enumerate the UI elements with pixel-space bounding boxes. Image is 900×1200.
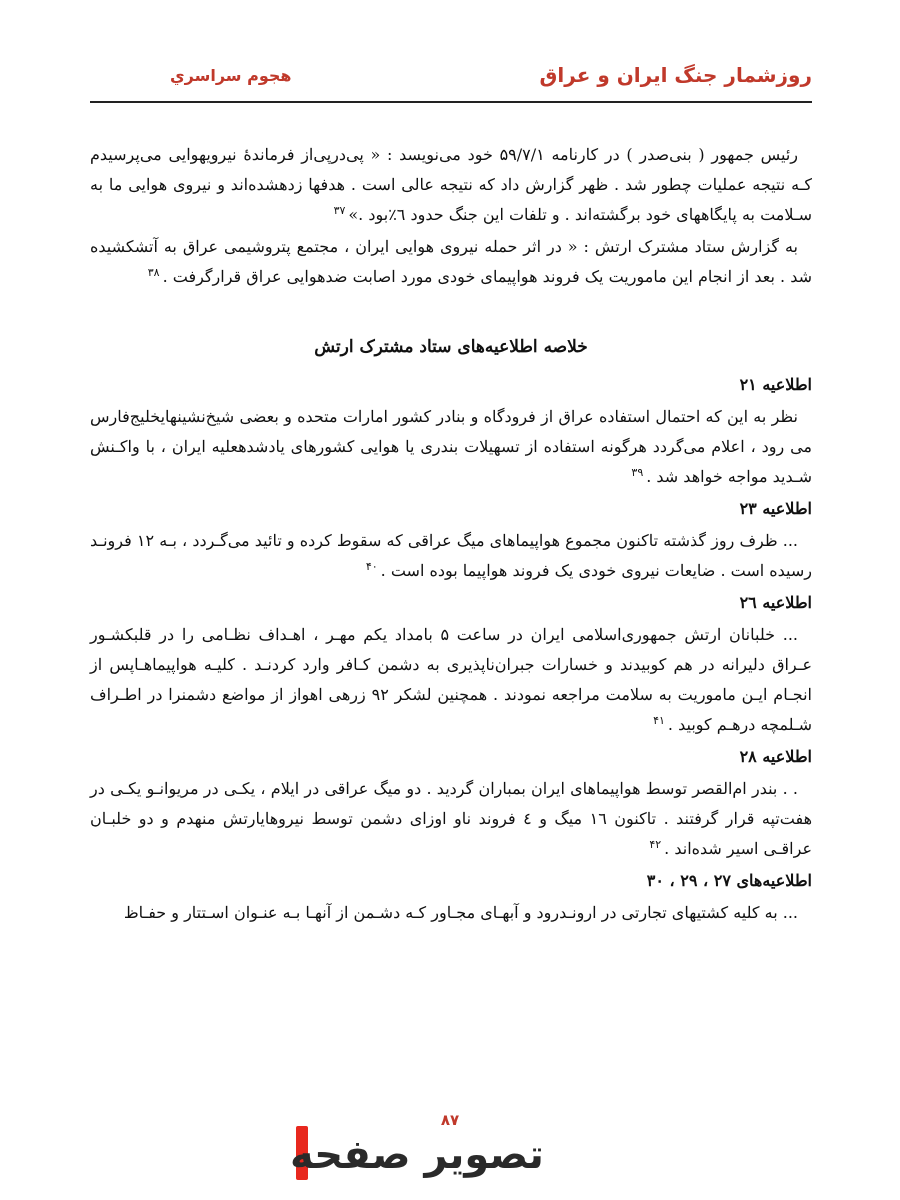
notice-title: اطلاعیه ۲۳ [739, 499, 812, 518]
paragraph-text: به گزارش ستاد مشترک ارتش : « در اثر حمله نیروی هوایی ایران ، مجتمع پتروشیمی عراق به آتشکشیده شد . بعد از انجام این ماموریت یک فروند هواپیمای خودی مورد اصابت ضدهوایی عراق قرارگرفت . [90, 237, 812, 286]
notice-text: ... ظرف روز گذشته تاکنون مجموع هواپیماهای میگ عراقی که سقوط کرده و تائید می‌گـردد ، بـه ۱۲ فرونـد رسیده است . ضایعات نیروی خودی یک فروند هواپیما بوده است . [90, 531, 812, 580]
footnote-marker: ۳۸ [147, 265, 160, 279]
paragraph-text: رئیس جمهور ( بنی‌صدر ) در کارنامه ۵۹/۷/۱ خود می‌نویسد : « پی‌درپی‌از فرماندهٔ نیرویهوایی می‌پرسیدم کـه نتیجه عملیات چطور شد . ظهر گزارش داد که نتیجه عالی است . هدفها زدهشده‌اند و نیروی هوایی ما به سـلامت به پایگاههای خود برگشته‌اند . و تلفات این جنگ حدود ٦٪بود .» [90, 145, 812, 224]
footnote-marker: ۴۲ [649, 837, 662, 851]
paragraph [90, 232, 812, 292]
summary-heading: خلاصه اطلاعیه‌های ستاد مشترک ارتش [314, 337, 588, 357]
running-header [90, 58, 812, 92]
notice-text: . . بندر ام‌القصر توسط هواپیماهای ایران بمباران گردید . دو میگ عراقی در ایلام ، یکـی در مریوانـو یکـی در هفت‌تپه قرار گرفتند . تاکنون ١٦ میگ و ٤ فروند ناو اوزای دشمن توسط نیروهایارتش منهدم و دو خلبـان عراقـی اسیر شده‌اند . [90, 779, 813, 858]
notice-paragraph [90, 774, 812, 864]
page-number: ۸۷ [440, 1111, 460, 1129]
footnote-marker: ۴۱ [653, 713, 665, 727]
notice-title: اطلاعیه‌های ۲۷ ، ۲۹ ، ۳۰ [646, 871, 812, 890]
section-title: هجوم سراسري [170, 65, 292, 85]
notice-paragraph [90, 898, 812, 928]
notice-text: نظر به این که احتمال استفاده عراق از فرودگاه و بنادر کشور امارات متحده و بعضی شیخ‌نشینهایخلیج‌فارس می رود ، اعلام می‌گردد هرگونه استفاده از تسهیلات بندری یا هوایی کشورهای یادشدهعلیه ایران ، با واکـنش شـدید مواجه خواهد شد . [90, 407, 812, 486]
notice-paragraph [90, 402, 812, 492]
footnote-marker: ۳۷ [333, 203, 346, 217]
footnote-marker: ۴۰ [365, 559, 378, 573]
paragraph [90, 140, 812, 230]
notice-title: اطلاعیه ۲۸ [739, 747, 812, 766]
notice-paragraph [90, 620, 812, 740]
notice-text: ... خلبانان ارتش جمهوری‌اسلامی ایران در ساعت ۵ بامداد یکم مهـر ، اهـداف نظـامی را در قلبکشـور عـراق دلیرانه در هم کوبیدند و خسارات جبران‌ناپذیری به دشمن کـافر وارد کردنـد . کلیـه هواپیماهـاپس از انجـام ایـن ماموریت به سلامت مراجعه نمودند . همچنین لشکر ۹۲ زرهی اهواز از مواضع دشمنرا در اطـراف شـلمچه درهـم کوبید . [90, 625, 813, 734]
notice-text: ... به کلیه کشتیهای تجارتی در ارونـدرود و آبهـای مجـاور کـه دشـمن از آنهـا بـه عنـوان اسـتتار و حفـاظ [123, 903, 798, 922]
site-logo [90, 1122, 544, 1184]
header-divider [90, 101, 812, 103]
footnote-marker: ۳۹ [631, 465, 644, 479]
logo-text: تصویر صفحه [290, 1132, 544, 1178]
notice-paragraph [90, 526, 812, 586]
notice-title: اطلاعیه ۲٦ [739, 593, 812, 612]
body-text [90, 140, 812, 928]
notice-title: اطلاعیه ۲۱ [739, 375, 812, 394]
book-title: روزشمار جنگ ایران و عراق [539, 63, 812, 87]
